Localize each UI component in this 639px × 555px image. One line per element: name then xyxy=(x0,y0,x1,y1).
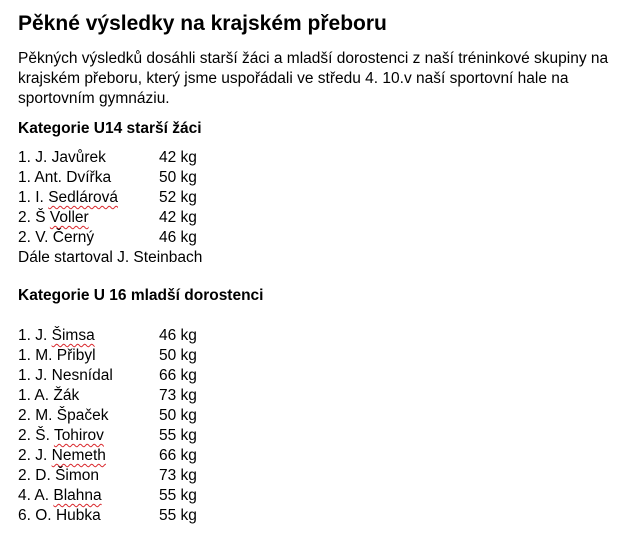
placement: 2. xyxy=(18,447,31,464)
result-row xyxy=(18,366,628,386)
weight-class: 50 kg xyxy=(159,407,197,424)
result-row xyxy=(18,188,628,208)
athlete-surname: Špaček xyxy=(56,407,109,424)
placement: 1. xyxy=(18,347,31,364)
athlete-surname: Přibyl xyxy=(56,347,96,364)
athlete-surname: Blahna xyxy=(53,487,102,504)
athlete-name xyxy=(18,406,159,426)
athlete-initial: J. xyxy=(35,327,48,344)
athlete-surname: Žák xyxy=(53,387,80,404)
athlete-surname: Hubka xyxy=(55,507,101,524)
placement: 2. xyxy=(18,209,31,226)
athlete-name xyxy=(18,228,159,248)
athlete-initial: Ant. xyxy=(34,169,62,186)
placement: 1. xyxy=(18,189,31,206)
athlete-name xyxy=(18,326,159,346)
athlete-initial: O. xyxy=(35,507,52,524)
athlete-surname: Voller xyxy=(49,209,89,226)
intro-paragraph: Pěkných výsledků dosáhli starší žáci a mladší dorostenci z naší tréninkové skupiny na krajském přeboru, který jsme uspořádali ve středu 4. 10.v naší sportovní hale na sportovním gymnáziu. xyxy=(18,50,609,107)
result-row xyxy=(18,466,628,486)
category-heading-u16: Kategorie U 16 mladší dorostenci xyxy=(18,287,264,304)
athlete-initial: Š xyxy=(35,209,46,226)
category-heading-u14: Kategorie U14 starší žáci xyxy=(18,120,202,137)
athlete-initial: V. xyxy=(35,229,49,246)
athlete-name xyxy=(18,506,159,526)
athlete-initial: J. xyxy=(35,149,48,166)
athlete-name xyxy=(18,466,159,486)
result-row xyxy=(18,426,628,446)
placement: 2. xyxy=(18,467,31,484)
result-row xyxy=(18,168,628,188)
result-row xyxy=(18,406,628,426)
athlete-surname: Javůrek xyxy=(51,149,106,166)
results-list-u14 xyxy=(18,148,628,248)
athlete-initial: J. xyxy=(35,367,48,384)
placement: 2. xyxy=(18,407,31,424)
weight-class: 46 kg xyxy=(159,229,197,246)
weight-class: 66 kg xyxy=(159,367,197,384)
athlete-name xyxy=(18,148,159,168)
result-row xyxy=(18,346,628,366)
placement: 4. xyxy=(18,487,31,504)
athlete-initial: D. xyxy=(35,467,51,484)
results-list-u16 xyxy=(18,326,628,526)
placement: 1. xyxy=(18,169,31,186)
result-row xyxy=(18,486,628,506)
weight-class: 73 kg xyxy=(159,467,197,484)
placement: 2. xyxy=(18,427,31,444)
placement: 1. xyxy=(18,367,31,384)
placement: 6. xyxy=(18,507,31,524)
result-row xyxy=(18,326,628,346)
athlete-initial: A. xyxy=(34,387,50,404)
placement: 1. xyxy=(18,327,31,344)
placement: 1. xyxy=(18,149,31,166)
weight-class: 50 kg xyxy=(159,169,197,186)
athlete-surname: Sedlárová xyxy=(48,189,118,206)
athlete-surname: Šimon xyxy=(55,467,99,484)
athlete-name xyxy=(18,208,159,228)
athlete-name xyxy=(18,346,159,366)
athlete-initial: A. xyxy=(34,487,50,504)
placement: 1. xyxy=(18,387,31,404)
athlete-initial: Š. xyxy=(35,427,50,444)
athlete-surname: Šimsa xyxy=(51,327,95,344)
athlete-initial: M. xyxy=(35,347,53,364)
weight-class: 46 kg xyxy=(159,327,197,344)
athlete-name xyxy=(18,366,159,386)
athlete-surname: Černý xyxy=(52,229,95,246)
athlete-name xyxy=(18,446,159,466)
athlete-initial: J. xyxy=(35,447,48,464)
athlete-surname: Nemeth xyxy=(51,447,106,464)
document-body xyxy=(18,11,628,526)
weight-class: 66 kg xyxy=(159,447,197,464)
athlete-name xyxy=(18,486,159,506)
athlete-name xyxy=(18,426,159,446)
weight-class: 73 kg xyxy=(159,387,197,404)
result-row xyxy=(18,228,628,248)
weight-class: 50 kg xyxy=(159,347,197,364)
article-title: Pěkné výsledky na krajském přeboru xyxy=(18,12,387,35)
athlete-name xyxy=(18,386,159,406)
athlete-surname: Dvířka xyxy=(66,169,112,186)
placement: 2. xyxy=(18,229,31,246)
result-row xyxy=(18,148,628,168)
weight-class: 52 kg xyxy=(159,189,197,206)
weight-class: 42 kg xyxy=(159,209,197,226)
athlete-surname: Nesnídal xyxy=(51,367,113,384)
weight-class: 55 kg xyxy=(159,427,197,444)
result-row xyxy=(18,386,628,406)
weight-class: 42 kg xyxy=(159,149,197,166)
athlete-name xyxy=(18,168,159,188)
athlete-name xyxy=(18,188,159,208)
athlete-initial: I. xyxy=(35,189,44,206)
result-row xyxy=(18,506,628,526)
result-row xyxy=(18,446,628,466)
weight-class: 55 kg xyxy=(159,487,197,504)
athlete-surname: Tohirov xyxy=(53,427,104,444)
weight-class: 55 kg xyxy=(159,507,197,524)
result-row xyxy=(18,208,628,228)
additional-starter-note: Dále startoval J. Steinbach xyxy=(18,249,203,266)
athlete-initial: M. xyxy=(35,407,53,424)
